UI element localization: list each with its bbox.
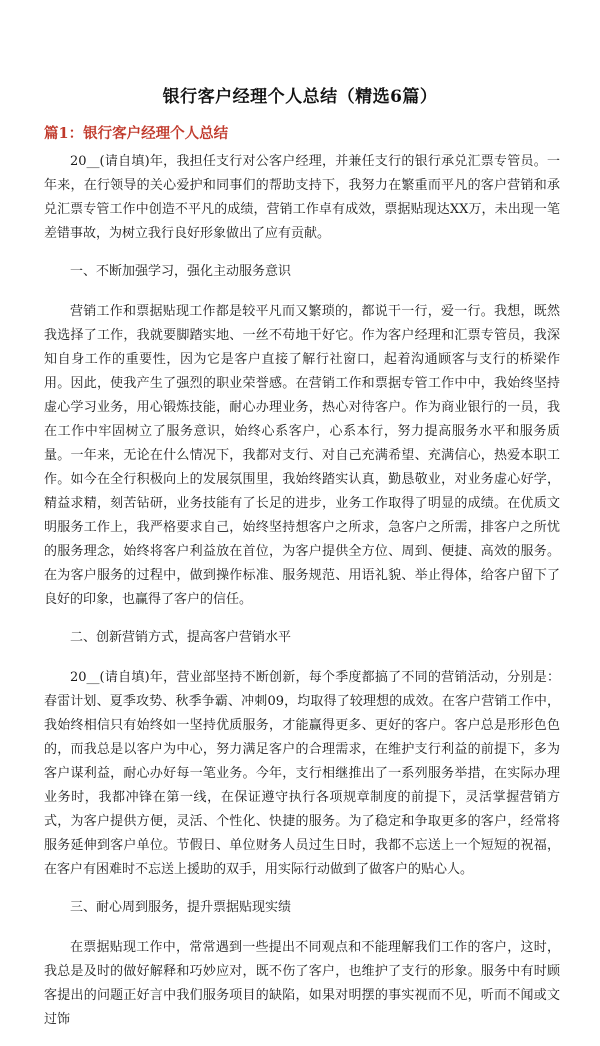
section-heading: 篇1：银行客户经理个人总结	[44, 125, 229, 142]
paragraph-2: 20__(请自填)年，营业部坚持不断创新，每个季度都搞了不同的营销活动，分别是：春雷计划、夏季攻势、秋季争霸、冲刺09，均取得了较理想的成效。在客户营销工作中，我始终相信只有始终如一坚持优质服务，才能赢得更多、更好的客户。客户总是形形色色的，而我总是以客户为中心，努力满足客户的合理需求，在维护支行利益的前提下，多为客户谋利益，耐心办好每一笔业务。今年，支行相继推出了一系列服务举措，在实际办理业务时，我都冲锋在第一线，在保证遵守执行各项规章制度的前提下，灵活掌握营销方式，为客户提供方便，灵活、个性化、快捷的服务。为了稳定和争取更多的客户，经常将服务延伸到客户单位。节假日、单位财务人员过生日时，我都不忘送上一个短短的祝福，在客户有困难时不忘送上援助的双手，用实际行动做到了做客户的贴心人。	[44, 670, 560, 877]
subheading-2: 二、创新营销方式，提高客户营销水平	[70, 630, 292, 645]
subheading-3: 三、耐心周到服务，提升票据贴现实绩	[70, 900, 292, 915]
document-body	[44, 150, 560, 1046]
intro-paragraph: 20__(请自填)年，我担任支行对公客户经理，并兼任支行的银行承兑汇票专管员。一年来，在行领导的关心爱护和同事们的帮助支持下，我努力在繁重而平凡的客户营销和承兑汇票专管工作中创造不平凡的成绩，营销工作卓有成效，票据贴现达XX万，未出现一笔差错事故，为树立我行良好形象做出了应有贡献。	[44, 154, 560, 241]
paragraph-1: 营销工作和票据贴现工作都是较平凡而又繁琐的，都说干一行，爱一行。我想，既然我选择了工作，我就要脚踏实地、一丝不苟地干好它。作为客户经理和汇票专管员，我深知自身工作的重要性，因为它是客户直接了解行社窗口，起着沟通顾客与支行的桥梁作用。因此，使我产生了强烈的职业荣誉感。在营销工作和票据专管工作中中，我始终坚持虚心学习业务，用心锻炼技能，耐心办理业务，热心对待客户。作为商业银行的一员，我在工作中牢固树立了服务意识，始终心系客户，心系本行，努力提高服务水平和服务质量。一年来，无论在什么情况下，我都对支行、对自己充满希望、充满信心，热爱本职工作。如今在全行积极向上的发展氛围里，我始终踏实认真，勤恳敬业，对业务虚心好学，精益求精，刻苦钻研，业务技能有了长足的进步，业务工作取得了明显的成绩。在优质文明服务工作上，我严格要求自己，始终坚持想客户之所求，急客户之所需，排客户之所忧的服务理念，始终将客户利益放在首位，为客户提供全方位、周到、便捷、高效的服务。在为客户服务的过程中，做到操作标准、服务规范、用语礼貌、举止得体，给客户留下了良好的印象，也赢得了客户的信任。	[44, 304, 560, 607]
document-title: 银行客户经理个人总结（精选6篇）	[162, 87, 438, 107]
paragraph-3: 在票据贴现工作中，常常遇到一些提出不同观点和不能理解我们工作的客户，这时，我总是及时的做好解释和巧妙应对，既不伤了客户，也维护了支行的形象。服务中有时顾客提出的问题正好言中我们服务项目的缺陷，如果对明摆的事实视而不见，听而不闻或文过饰	[44, 940, 560, 1027]
subheading-1: 一、不断加强学习，强化主动服务意识	[70, 264, 292, 279]
